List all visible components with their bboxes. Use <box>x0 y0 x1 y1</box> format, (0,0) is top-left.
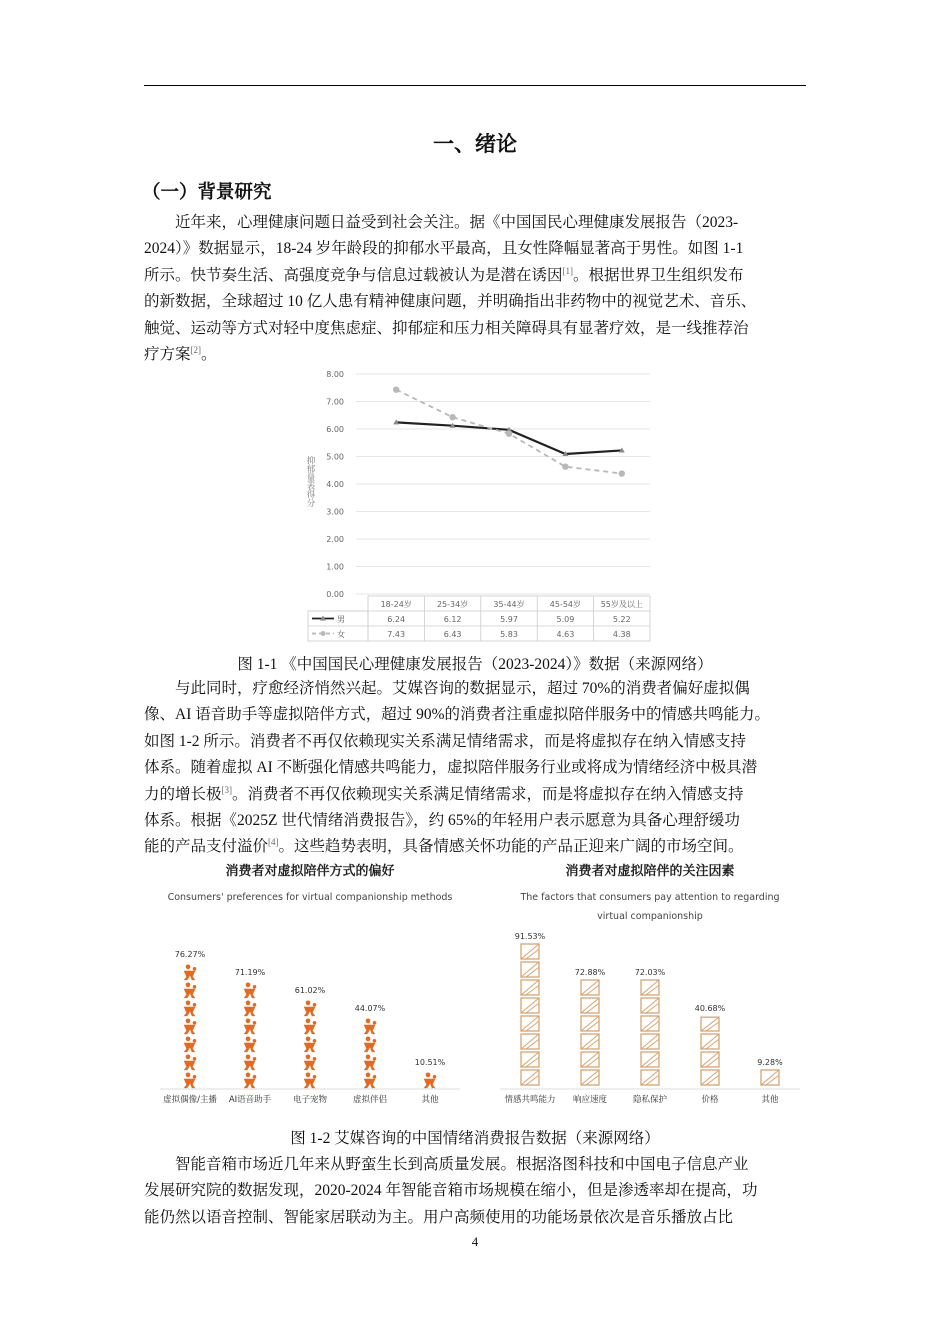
bar-icon <box>581 998 599 1013</box>
bar-icon <box>373 1057 377 1061</box>
bar-icon <box>364 1043 376 1052</box>
bar-icon <box>581 1034 599 1049</box>
data-value-label: 6.12 <box>443 615 462 624</box>
bar-icon <box>641 1034 659 1049</box>
bar-icon <box>244 989 256 998</box>
bar-icon <box>521 1052 539 1067</box>
bar-icon <box>701 1052 719 1067</box>
figure-2-caption: 图 1-2 艾媒咨询的中国情绪消费报告数据（来源网络） <box>290 1130 660 1147</box>
bar-icon <box>186 1072 191 1077</box>
bar-icon <box>193 1021 197 1025</box>
bar-icon <box>184 989 196 998</box>
data-value-label: 6.43 <box>443 630 462 639</box>
bar-icon <box>701 1070 719 1085</box>
para2-line: 能的产品支付溢价[4]。这些趋势表明，具备情感关怀功能的产品正迎来广阔的市场空间。 <box>144 837 744 856</box>
data-value-label: 5.97 <box>500 615 518 624</box>
chapter-heading: 一、绪论 <box>433 132 517 156</box>
chart-title: 消费者对虚拟陪伴的关注因素 <box>565 864 735 879</box>
bar-icon <box>193 985 197 989</box>
bar-icon <box>366 1018 371 1023</box>
bar-icon <box>373 1021 377 1025</box>
para3-line: 发展研究院的数据发现，2020-2024 年智能音箱市场规模在缩小，但是渗透率却在提高，功 <box>144 1182 758 1200</box>
bar-icon <box>246 1036 251 1041</box>
bar-icon <box>304 1079 316 1088</box>
value-label: 61.02% <box>294 986 326 995</box>
bar-icon <box>186 964 191 969</box>
data-value-label: 5.09 <box>556 615 575 624</box>
category-label: 价格 <box>701 1095 719 1105</box>
bar-icon <box>641 980 659 995</box>
depression-score-chart <box>300 366 652 646</box>
bar-icon <box>521 1034 539 1049</box>
bar-icon <box>701 1034 719 1049</box>
bar-icon <box>244 1025 256 1034</box>
category-label: 45-54岁 <box>549 600 582 609</box>
bar-icon <box>313 1003 317 1007</box>
bar-icon <box>313 1039 317 1043</box>
bar-icon <box>306 1036 311 1041</box>
bar-icon <box>186 1000 191 1005</box>
bar-icon <box>366 1054 371 1059</box>
data-value-label: 6.24 <box>387 615 406 624</box>
bar-icon <box>313 1075 317 1079</box>
bar-icon <box>521 980 539 995</box>
para1-line: 2024）》数据显示，18-24 岁年龄段的抑郁水平最高，且女性降幅显著高于男性。如图 1-1 <box>144 240 744 258</box>
bar-icon <box>244 1061 256 1070</box>
para1-line: 所示。快节奏生活、高强度竞争与信息过载被认为是潜在诱因[1]。根据世界卫生组织发布 <box>144 265 744 284</box>
bar-icon <box>186 1036 191 1041</box>
y-tick-label: 2.00 <box>326 535 344 544</box>
category-label: 隐私保护 <box>632 1095 668 1105</box>
figure-1-caption: 图 1-1 《中国国民心理健康发展报告（2023-2024）》数据（来源网络） <box>237 656 713 673</box>
category-label: 18-24岁 <box>380 600 412 609</box>
y-tick-label: 6.00 <box>326 425 344 434</box>
bar-icon <box>304 1007 316 1016</box>
category-label: 虚拟伴侣 <box>352 1095 388 1105</box>
bar-icon <box>184 971 196 980</box>
bar-icon <box>364 1025 376 1034</box>
para1-line: 的新数据，全球超过 10 亿人患有精神健康问题，并明确指出非药物中的视觉艺术、音乐、 <box>144 293 757 311</box>
bar-icon <box>246 1018 251 1023</box>
bar-icon <box>253 1021 257 1025</box>
chart-subtitle: The factors that consumers pay attention to regarding virtual companionship <box>520 892 780 922</box>
category-label: 35-44岁 <box>493 600 525 609</box>
value-label: 71.19% <box>234 968 266 977</box>
data-value-label: 5.83 <box>500 630 518 639</box>
category-label: 25-34岁 <box>436 600 469 609</box>
bar-icon <box>424 1079 436 1088</box>
bar-icon <box>186 982 191 987</box>
citation[interactable]: [4] <box>268 837 279 848</box>
bar-icon <box>244 1043 256 1052</box>
data-point <box>562 463 568 469</box>
category-label: AI语音助手 <box>228 1095 272 1105</box>
paragraph-2 <box>144 676 806 861</box>
y-tick-label: 0.00 <box>326 590 344 599</box>
para2-line: 体系。根据《2025Z 世代情绪消费报告》，约 65%的年轻用户表示愿意为具备心理舒缓功 <box>144 812 740 830</box>
y-axis-label: 抑郁量表得分 <box>305 456 315 507</box>
bar-icon <box>246 982 251 987</box>
bar-icon <box>253 1075 257 1079</box>
legend-label: 女 <box>337 630 345 639</box>
header-rule <box>144 85 806 86</box>
para2-line: 力的增长极[3]。消费者不再仅依赖现实关系满足情绪需求，而是将虚拟存在纳入情感支持 <box>144 784 744 803</box>
value-label: 40.68% <box>694 1004 726 1013</box>
value-label: 10.51% <box>414 1058 446 1067</box>
bar-icon <box>184 1079 196 1088</box>
value-label: 9.28% <box>757 1058 783 1067</box>
bar-icon <box>246 1054 251 1059</box>
value-label: 91.53% <box>514 932 546 941</box>
bar-icon <box>641 1016 659 1031</box>
bar-icon <box>184 1043 196 1052</box>
category-label: 情感共鸣能力 <box>504 1095 556 1105</box>
bar-icon <box>306 1072 311 1077</box>
bar-icon <box>184 1025 196 1034</box>
bar-icon <box>306 1054 311 1059</box>
category-label: 电子宠物 <box>292 1095 328 1105</box>
category-label: 其他 <box>421 1095 439 1105</box>
bar-icon <box>366 1036 371 1041</box>
bar-icon <box>313 1021 317 1025</box>
para3-line: 能仍然以语音控制、智能家居联动为主。用户高频使用的功能场景依次是音乐播放占比 <box>144 1208 734 1226</box>
y-tick-label: 8.00 <box>326 370 344 379</box>
bar-icon <box>364 1061 376 1070</box>
chart-subtitle: Consumers' preferences for virtual companionship methods <box>167 892 453 903</box>
bar-icon <box>581 980 599 995</box>
data-value-label: 7.43 <box>387 630 406 639</box>
bar-icon <box>193 1057 197 1061</box>
y-tick-label: 7.00 <box>326 397 344 407</box>
bar-icon <box>246 1000 251 1005</box>
bar-icon <box>253 1057 257 1061</box>
bar-icon <box>306 1018 311 1023</box>
page-number: 4 <box>471 1234 479 1249</box>
bar-icon <box>433 1075 437 1079</box>
bar-icon <box>581 1016 599 1031</box>
y-tick-label: 5.00 <box>326 452 344 462</box>
data-point <box>393 386 399 392</box>
bar-icon <box>193 967 197 971</box>
value-label: 72.03% <box>634 968 666 977</box>
y-tick-label: 1.00 <box>326 562 344 572</box>
bar-icon <box>581 1052 599 1067</box>
bar-icon <box>521 1070 539 1085</box>
bar-icon <box>581 1070 599 1085</box>
bar-icon <box>641 1070 659 1085</box>
category-label: 响应速度 <box>572 1095 608 1105</box>
bar-icon <box>306 1000 311 1005</box>
bar-icon <box>521 962 539 977</box>
value-label: 72.88% <box>574 968 606 977</box>
citation[interactable]: [3] <box>221 784 233 795</box>
bar-icon <box>253 1039 257 1043</box>
paragraph-3 <box>144 1152 806 1231</box>
bar-icon <box>701 1017 719 1031</box>
data-point <box>619 470 625 476</box>
para3-line: 智能音箱市场近几年来从野蛮生长到高质量发展。根据洛图科技和中国电子信息产业 <box>175 1156 749 1173</box>
para1-line: 触觉、运动等方式对轻中度焦虑症、抑郁症和压力相关障碍具有显著疗效，是一线推荐治 <box>144 319 749 337</box>
para1-line: 疗方案[2]。 <box>144 344 217 364</box>
para2-line: 与此同时，疗愈经济悄然兴起。艾媒咨询的数据显示，超过 70%的消费者偏好虚拟偶 <box>175 680 750 697</box>
value-label: 44.07% <box>354 1004 386 1013</box>
para2-line: 如图 1-2 所示。消费者不再仅依赖现实关系满足情绪需求，而是将虚拟存在纳入情感支持 <box>144 732 746 750</box>
bar-icon <box>186 1018 191 1023</box>
bar-icon <box>521 998 539 1013</box>
y-tick-label: 4.00 <box>326 480 344 489</box>
bar-icon <box>366 1072 371 1077</box>
bar-icon <box>304 1061 316 1070</box>
bar-icon <box>364 1079 376 1088</box>
bar-icon <box>253 1003 257 1007</box>
data-value-label: 4.38 <box>612 630 631 639</box>
bar-icon <box>246 1072 251 1077</box>
y-tick-label: 3.00 <box>326 507 344 517</box>
consumer-survey-charts <box>160 855 800 1115</box>
value-label: 76.27% <box>174 950 206 959</box>
bar-icon <box>373 1039 377 1043</box>
para2-line: 体系。随着虚拟 AI 不断强化情感共鸣能力，虚拟陪伴服务行业或将成为情绪经济中极具潜 <box>144 759 758 777</box>
bar-icon <box>304 1025 316 1034</box>
data-point <box>506 430 512 436</box>
citation[interactable]: [1] <box>562 265 574 276</box>
data-point <box>449 414 455 420</box>
citation[interactable]: [2] <box>190 344 202 355</box>
category-label: 其他 <box>761 1095 779 1105</box>
bar-icon <box>184 1061 196 1070</box>
bar-icon <box>641 998 659 1013</box>
bar-icon <box>244 1079 256 1088</box>
data-value-label: 5.22 <box>612 615 631 624</box>
bar-icon <box>426 1072 431 1077</box>
paragraph-1 <box>144 210 806 368</box>
para1-line: 近年来，心理健康问题日益受到社会关注。据《中国国民心理健康发展报告（2023- <box>175 214 739 231</box>
section-heading: （一）背景研究 <box>142 182 272 203</box>
bar-icon <box>193 1039 197 1043</box>
bar-icon <box>253 985 257 989</box>
bar-icon <box>313 1057 317 1061</box>
bar-icon <box>193 1003 197 1007</box>
legend-marker <box>321 631 326 636</box>
bar-icon <box>761 1070 779 1085</box>
bar-icon <box>373 1075 377 1079</box>
bar-icon <box>193 1075 197 1079</box>
para2-line: 像、AI 语音助手等虚拟陪伴方式，超过 90%的消费者注重虚拟陪伴服务中的情感共鸣能力。 <box>144 706 771 724</box>
bar-icon <box>244 1007 256 1016</box>
bar-icon <box>641 1052 659 1067</box>
category-label: 55岁及以上 <box>600 600 643 609</box>
legend-label: 男 <box>337 615 345 624</box>
bar-icon <box>184 1007 196 1016</box>
category-label: 虚拟偶像/主播 <box>163 1095 217 1105</box>
bar-icon <box>521 1016 539 1031</box>
bar-icon <box>521 944 539 959</box>
chart-title: 消费者对虚拟陪伴方式的偏好 <box>225 864 395 879</box>
bar-icon <box>186 1054 191 1059</box>
data-value-label: 4.63 <box>556 630 575 639</box>
bar-icon <box>304 1043 316 1052</box>
